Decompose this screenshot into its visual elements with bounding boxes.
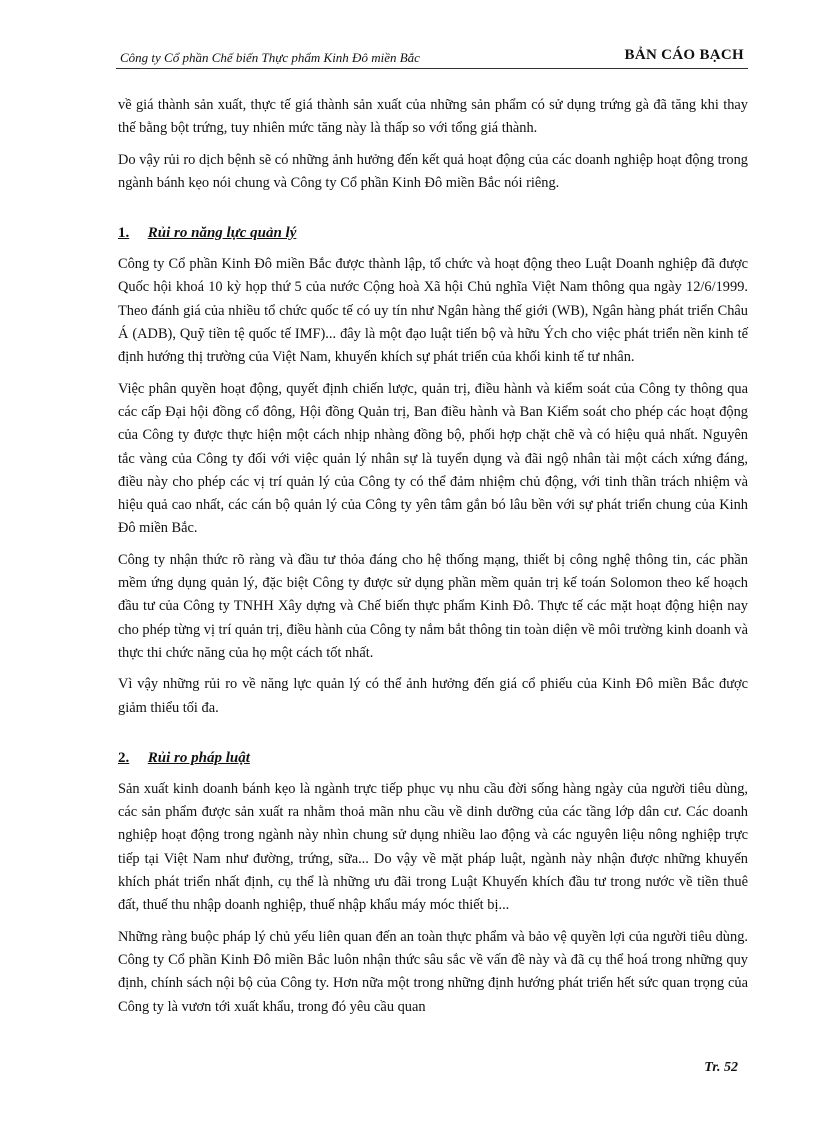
body-paragraph: Vì vậy những rủi ro về năng lực quản lý có thể ảnh hưởng đến giá cổ phiếu của Kinh Đô miền Bắc được giảm thiểu tối đa. [118, 676, 748, 716]
body-paragraph: Công ty Cổ phần Kinh Đô miền Bắc được thành lập, tổ chức và hoạt động theo Luật Doanh nghiệp đã được Quốc hội khoá 10 kỳ họp thứ 5 của nước Cộng hoà Xã hội Chủ nghĩa Việt Nam thông qua ngày 12/6/1999. Theo đánh giá của nhiều tổ chức quốc tế có uy tín như Ngân hàng thế giới (WB), Ngân hàng phát triển Châu Á (ADB), Quỹ tiền tệ quốc tế IMF)... đây là một đạo luật tiến bộ và hữu Ých cho việc phát triển nền kinh tế định hướng thị trường của Việt Nam, khuyến khích sự phát triển của khối kinh tế tư nhân. [118, 256, 748, 366]
body-paragraph: Sản xuất kinh doanh bánh kẹo là ngành trực tiếp phục vụ nhu cầu đời sống hàng ngày của người tiêu dùng, các sản phẩm được sản xuất ra nhằm thoả mãn nhu cầu về dinh dưỡng của các tầng lớp dân cư. Các doanh nghiệp hoạt động trong ngành này nhìn chung sử dụng nhiều lao động và các nguyên liệu nông nghiệp trực tiếp tại Việt Nam như đường, trứng, sữa... Do vậy về mặt pháp luật, ngành này nhận được những khuyến khích phát triển nhất định, cụ thể là những ưu đãi trong Luật Khuyến khích đầu tư trong nước về tiền thuê đất, thuế thu nhập doanh nghiệp, thuế nhập khẩu máy móc thiết bị... [118, 780, 748, 914]
section-heading [118, 225, 748, 249]
body-paragraph: Những ràng buộc pháp lý chủ yếu liên quan đến an toàn thực phẩm và bảo vệ quyền lợi của người tiêu dùng. Công ty Cổ phần Kinh Đô miền Bắc luôn nhận thức sâu sắc về vấn đề này và đã cụ thể hoá trong những quy định, chính sách nội bộ của Công ty. Hơn nữa một trong những định hướng phát triển hết sức quan trọng của Công ty là vươn tới xuất khẩu, trong đó yêu cầu quan [118, 928, 748, 1015]
document-title: BẢN CÁO BẠCH [624, 47, 744, 63]
section-number: 2. [118, 749, 130, 766]
section-title: Rủi ro năng lực quản lý [147, 225, 297, 242]
section-heading [118, 750, 748, 774]
body-paragraph: Công ty nhận thức rõ ràng và đầu tư thỏa đáng cho hệ thống mạng, thiết bị công nghệ thông tin, các phần mềm ứng dụng quản lý, đặc biệt Công ty được sử dụng phần mềm quản trị kế toán Solomon theo kế hoạch đầu tư của Công ty TNHH Xây dựng và Chế biến thực phẩm Kinh Đô. Thực tế các mặt hoạt động hiện nay cho phép từng vị trí quản trị, điều hành của Công ty nắm bắt thông tin toàn diện về môi trường kinh doanh và thực thi chức năng của họ một cách tốt nhất. [118, 551, 748, 661]
company-name: Công ty Cổ phần Chế biến Thực phẩm Kinh Đô miền Bắc [120, 50, 420, 65]
section-title: Rủi ro pháp luật [147, 749, 250, 766]
body-paragraph: Việc phân quyền hoạt động, quyết định chiến lược, quản trị, điều hành và kiểm soát của Công ty thông qua các cấp Đại hội đồng cổ đông, Hội đồng Quản trị, Ban điều hành và Ban Kiểm soát cho phép các hoạt động của Công ty được thực hiện một cách nhịp nhàng đồng bộ, phối hợp chặt chẽ và có hiệu quả nhất. Nguyên tắc vàng của Công ty đối với việc quản lý nhân sự là tuyển dụng và đãi ngộ nhân tài một cách xứng đáng, điều này cho phép các vị trí quản lý của Công ty có thể đảm nhiệm chủ động, với tinh thần trách nhiệm và hiệu quả cao nhất, các cán bộ quản lý của Công ty yên tâm gắn bó lâu bền với sự phát triển chung của Kinh Đô miền Bắc. [118, 380, 748, 537]
intro-paragraph: Do vậy rủi ro dịch bệnh sẽ có những ảnh hưởng đến kết quả hoạt động của các doanh nghiệp hoạt động trong ngành bánh kẹo nói chung và Công ty Cổ phần Kinh Đô miền Bắc nói riêng. [118, 151, 748, 191]
page-header [116, 44, 748, 69]
section-number: 1. [118, 225, 130, 242]
page-number: Tr. 52 [704, 1060, 738, 1075]
intro-paragraph: về giá thành sản xuất, thực tế giá thành sản xuất của những sản phẩm có sử dụng trứng gà đã tăng khi thay thế bằng bột trứng, tuy nhiên mức tăng này là thấp so với tổng giá thành. [118, 97, 748, 137]
page-content [118, 94, 748, 1027]
